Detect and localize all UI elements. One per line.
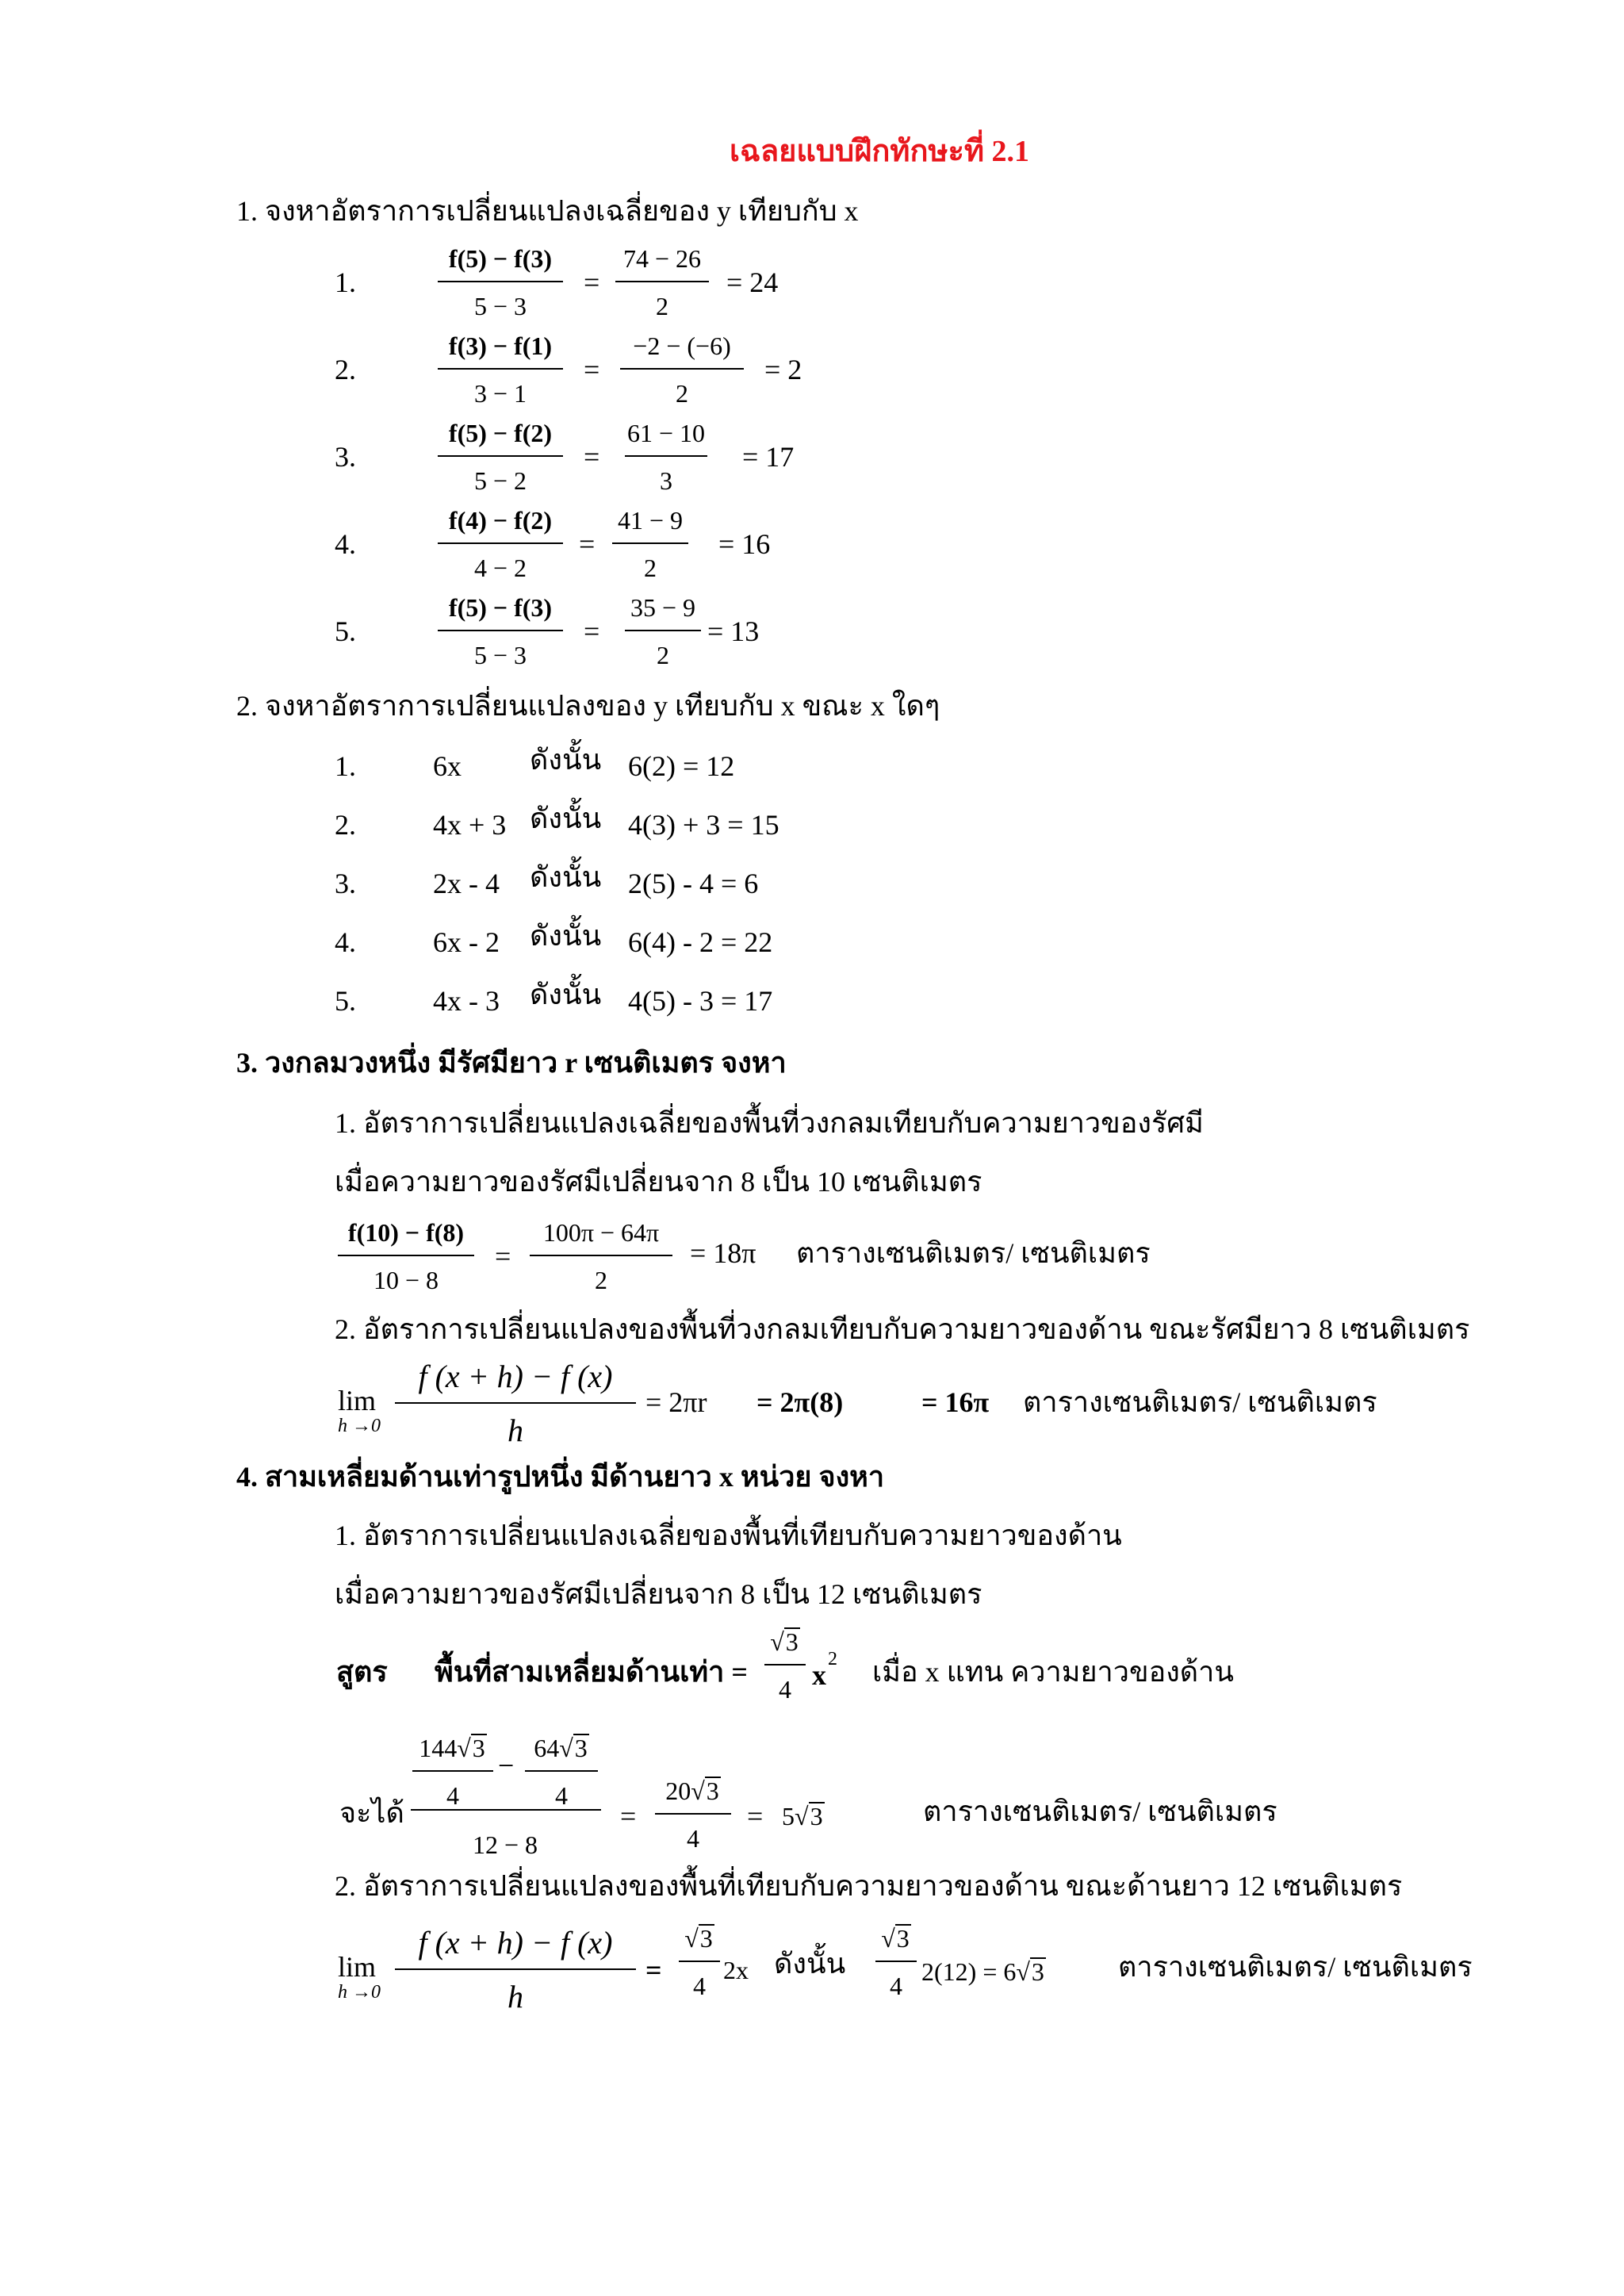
q1-rhs-fraction [615, 246, 709, 319]
equals-sign: = [584, 615, 600, 647]
denominator: 4 [687, 1824, 699, 1853]
q3-part1-line2: เมื่อความยาวของรัศมีเปลี่ยนจาก 8 เป็น 10 เซนติเมตร [335, 1166, 982, 1198]
equals-sign: = [645, 1954, 662, 1986]
q1-lhs-fraction [438, 333, 563, 406]
q1-item-number: 2. [335, 354, 356, 385]
evaluation: 2(12) = 6 [921, 1957, 1017, 1986]
sqrt-icon: √ [559, 1734, 573, 1762]
q3-heading: 3. วงกลมวงหนึ่ง มีรัศมียาว r เซนติเมตร จงหา [236, 1047, 787, 1079]
derivative-tail: 2x [723, 1956, 749, 1984]
q3-rhs-fraction [530, 1220, 672, 1293]
denominator: 10 − 8 [373, 1266, 439, 1294]
q3-part1-result: = 18π [690, 1237, 756, 1269]
limit-operator: lim [338, 1385, 377, 1416]
q1-result: = 13 [707, 615, 760, 647]
numerator: 74 − 26 [622, 244, 702, 273]
q3-part1-unit: ตารางเซนติเมตร/ เซนติเมตร [796, 1237, 1151, 1269]
formula-label: สูตร [336, 1656, 388, 1688]
q1-lhs-fraction [438, 246, 563, 319]
denominator: 3 − 1 [473, 379, 527, 408]
equals-sign: = [584, 354, 600, 385]
denominator: 4 − 2 [473, 554, 527, 582]
radicand: 3 [810, 1802, 823, 1830]
radicand: 3 [1031, 1957, 1044, 1986]
q1-result: = 2 [764, 354, 802, 385]
q1-lhs-fraction [438, 595, 563, 668]
q1-item-number: 1. [335, 266, 356, 298]
q1-rhs-fraction [612, 508, 688, 581]
q4-part2-result [921, 1957, 1046, 1984]
radicand: 3 [699, 1924, 713, 1953]
q2-calculation: 4(5) - 3 = 17 [628, 985, 773, 1017]
q4-heading: 4. สามเหลี่ยมด้านเท่ารูปหนึ่ง มีด้านยาว x หน่วย จงหา [236, 1461, 885, 1493]
inner-fraction-1 [412, 1734, 493, 1808]
coefficient: 64 [534, 1734, 560, 1762]
numerator: f(3) − f(1) [448, 332, 553, 360]
numerator: f(5) − f(3) [448, 593, 553, 622]
numerator: 100π − 64π [542, 1218, 660, 1247]
formula-exponent: 2 [828, 1649, 837, 1669]
denominator: 3 [660, 466, 672, 495]
inner-fraction-2 [525, 1734, 598, 1808]
coefficient: 144 [419, 1734, 458, 1762]
equals-sign: = [579, 528, 596, 560]
sqrt-icon: √ [881, 1924, 895, 1953]
denominator: 2 [657, 641, 669, 669]
sqrt-icon: √ [691, 1777, 705, 1805]
coefficient: 20 [665, 1777, 691, 1805]
q1-result: = 24 [726, 266, 779, 298]
result-label: จะได้ [339, 1797, 404, 1829]
denominator: 2 [656, 292, 668, 320]
numerator: f(10) − f(8) [347, 1218, 465, 1247]
q3-part2-step2: = 2π(8) [756, 1386, 844, 1418]
denominator: 4 [446, 1781, 459, 1810]
equals-sign: = [620, 1800, 637, 1832]
outer-fraction-bar [411, 1809, 601, 1811]
denominator: 5 − 2 [473, 466, 527, 495]
q3-lhs-fraction [338, 1220, 474, 1293]
numerator: 35 − 9 [630, 593, 696, 622]
q2-calculation: 6(2) = 12 [628, 750, 735, 782]
q1-rhs-fraction [625, 420, 707, 493]
formula-name: พื้นที่สามเหลี่ยมด้านเท่า = [435, 1656, 748, 1688]
equals-sign: = [747, 1800, 764, 1832]
q4-part1-result [782, 1802, 825, 1829]
coefficient: 5 [782, 1802, 795, 1830]
equals-sign: = [584, 441, 600, 473]
limit-subscript: h →0 [338, 1416, 381, 1436]
page-title: เฉลยแบบฝึกทักษะที่ 2.1 [730, 135, 1029, 168]
denominator: 4 [693, 1972, 706, 2000]
limit-subscript: h →0 [338, 1982, 381, 2003]
equals-sign: = [495, 1240, 511, 1272]
sqrt-icon: √ [457, 1734, 471, 1762]
limit-operator: lim [338, 1951, 377, 1983]
q1-rhs-fraction [625, 595, 701, 668]
numerator: f(5) − f(2) [448, 419, 553, 447]
numerator: f (x + h) − f (x) [418, 1925, 613, 1961]
sqrt-icon: √ [1016, 1957, 1030, 1986]
q3-part2-unit: ตารางเซนติเมตร/ เซนติเมตร [1023, 1386, 1377, 1418]
q2-calculation: 2(5) - 4 = 6 [628, 868, 759, 899]
q4-limit-fraction [395, 1927, 636, 2013]
denominator: 5 − 3 [473, 292, 527, 320]
q3-part2-step3: = 16π [921, 1386, 990, 1418]
q1-item-number: 3. [335, 441, 356, 473]
denominator: 2 [676, 379, 688, 408]
q2-heading: 2. จงหาอัตราการเปลี่ยนแปลงของ y เทียบกับ x ขณะ x ใดๆ [236, 690, 940, 722]
q3-limit-fraction [395, 1361, 636, 1447]
sqrt-icon: √ [684, 1924, 699, 1953]
q4-part1-line2: เมื่อความยาวของรัศมีเปลี่ยนจาก 8 เป็น 12 เซนติเมตร [335, 1578, 982, 1610]
denominator: 2 [595, 1266, 607, 1294]
formula-coefficient-fraction [764, 1627, 806, 1702]
denominator: 4 [779, 1675, 791, 1704]
q4-therefore: ดังนั้น [774, 1948, 846, 1980]
radicand: 3 [574, 1734, 588, 1762]
radicand: 3 [896, 1924, 910, 1953]
denominator: 4 [890, 1972, 902, 2000]
q2-therefore: ดังนั้น [530, 861, 602, 893]
q1-result: = 17 [742, 441, 795, 473]
q2-expression: 6x - 2 [433, 926, 500, 958]
q2-calculation: 6(4) - 2 = 22 [628, 926, 773, 958]
q1-rhs-fraction [620, 333, 744, 406]
numerator: 41 − 9 [617, 506, 684, 535]
derivative-coefficient-fraction [679, 1924, 720, 1999]
q1-result: = 16 [718, 528, 771, 560]
numerator: 61 − 10 [626, 419, 706, 447]
q2-item-number: 1. [335, 750, 356, 782]
minus-sign: − [498, 1750, 515, 1781]
evaluation-coefficient-fraction [875, 1924, 917, 1999]
q3-part2-step1: = 2πr [645, 1386, 707, 1418]
q4-part1-unit: ตารางเซนติเมตร/ เซนติเมตร [923, 1796, 1277, 1827]
q2-item-number: 4. [335, 926, 356, 958]
q1-lhs-fraction [438, 508, 563, 581]
q2-calculation: 4(3) + 3 = 15 [628, 809, 779, 841]
radicand: 3 [706, 1777, 719, 1805]
q4-part2-line: 2. อัตราการเปลี่ยนแปลงของพื้นที่เทียบกับความยาวของด้าน ขณะด้านยาว 12 เซนติเมตร [335, 1870, 1403, 1902]
formula-note: เมื่อ x แทน ความยาวของด้าน [872, 1656, 1234, 1688]
radicand: 3 [785, 1627, 799, 1656]
numerator: −2 − (−6) [633, 332, 731, 360]
q2-therefore: ดังนั้น [530, 744, 602, 776]
q1-lhs-fraction [438, 420, 563, 493]
q4-part2-unit: ตารางเซนติเมตร/ เซนติเมตร [1118, 1951, 1473, 1983]
numerator: f (x + h) − f (x) [418, 1359, 613, 1394]
q2-expression: 6x [433, 750, 462, 782]
q3-part1-line1: 1. อัตราการเปลี่ยนแปลงเฉลี่ยของพื้นที่วงกลมเทียบกับความยาวของรัศมี [335, 1107, 1204, 1139]
q1-item-number: 4. [335, 528, 356, 560]
q2-therefore: ดังนั้น [530, 803, 602, 834]
outer-denominator: 12 − 8 [473, 1830, 538, 1859]
sqrt-icon: √ [770, 1627, 784, 1656]
denominator: h [508, 1412, 523, 1448]
q2-therefore: ดังนั้น [530, 920, 602, 952]
formula-variable: x [812, 1659, 826, 1691]
q4-rhs-fraction [655, 1777, 731, 1851]
q2-item-number: 3. [335, 868, 356, 899]
equals-sign: = [584, 266, 600, 298]
radicand: 3 [472, 1734, 485, 1762]
q2-item-number: 5. [335, 985, 356, 1017]
denominator: 4 [555, 1781, 568, 1810]
q2-expression: 4x - 3 [433, 985, 500, 1017]
sqrt-icon: √ [795, 1802, 809, 1830]
denominator: h [508, 1979, 523, 2014]
q2-expression: 2x - 4 [433, 868, 500, 899]
denominator: 5 − 3 [473, 641, 527, 669]
q4-part1-line1: 1. อัตราการเปลี่ยนแปลงเฉลี่ยของพื้นที่เทียบกับความยาวของด้าน [335, 1520, 1122, 1551]
q1-item-number: 5. [335, 615, 356, 647]
numerator: f(5) − f(3) [448, 244, 553, 273]
numerator: f(4) − f(2) [448, 506, 553, 535]
q2-expression: 4x + 3 [433, 809, 507, 841]
q2-therefore: ดังนั้น [530, 979, 602, 1010]
q3-part2-line: 2. อัตราการเปลี่ยนแปลงของพื้นที่วงกลมเทียบกับความยาวของด้าน ขณะรัศมียาว 8 เซนติเมตร [335, 1313, 1470, 1345]
q1-heading: 1. จงหาอัตราการเปลี่ยนแปลงเฉลี่ยของ y เทียบกับ x [236, 195, 859, 227]
denominator: 2 [644, 554, 657, 582]
q2-item-number: 2. [335, 809, 356, 841]
